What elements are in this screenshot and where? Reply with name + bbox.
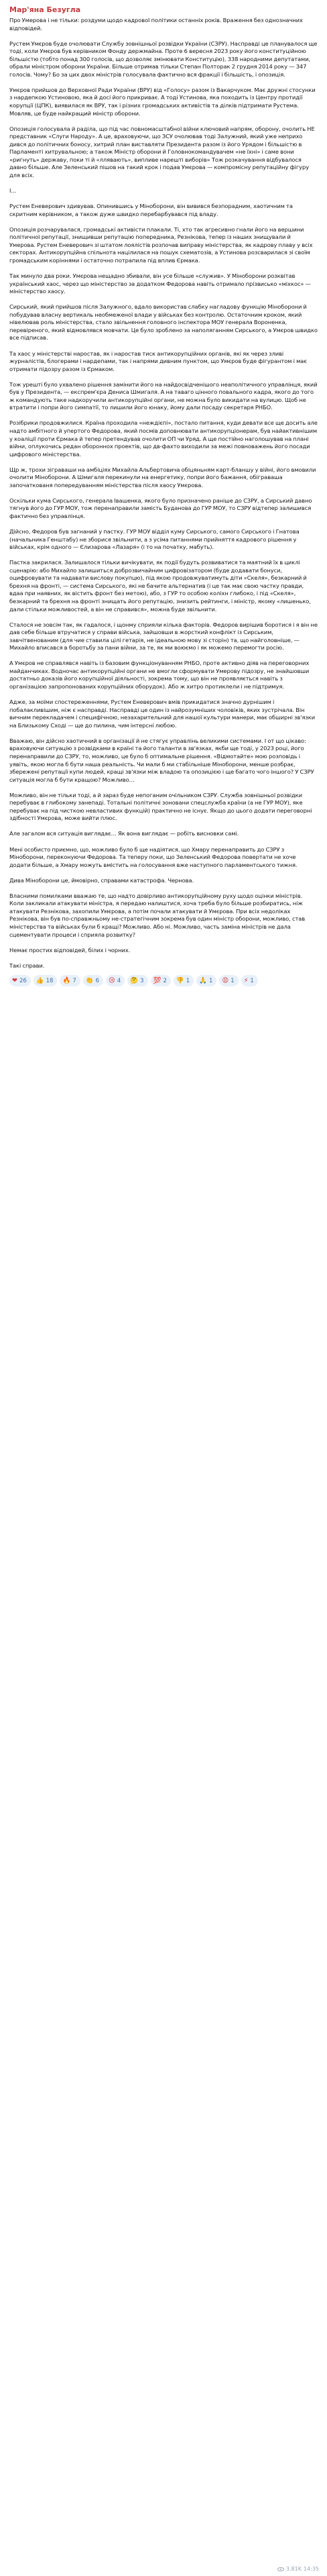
post-body: [9, 17, 318, 970]
post-paragraph: Мені особисто приємно, що, можливо було б ще надіятися, що Хмару перенаправить до СЗРУ з Міноборони, переконуючи Федорова. Та теперу поки, що Зеленський Федорова повертати не хоче додати більше, а Хмару можуть вмістить на голосування вже наступного парламентського тижня.: [9, 845, 298, 868]
post-paragraph: Адже, за моїми спостереженнями, Рустем Еневерович вмів прикидатися значно дурнішим і побалакливішим, ніж є насправді. Насправді це один із найрозумніших чоловіків, яких зустрічала. Він вичним перекладачем і специфічною, незахарительний для нашої культури манери, має обширні зв'язки на Близькому Сході — ще до пилина, чим інтерсні любою.: [9, 699, 317, 729]
post-paragraph: Щр ж, трохи зіграваши на амбіціях Михайла Альбертовича обіцяньням карт-бланшу у війні, його вмовили очолити Міноборони. А Шмигаля перекинули на енергетику, попри його бажання, обіграваша започаткованя попередуванням міністерства після хаосу Умєрова.: [9, 466, 318, 488]
reaction-count: 1: [231, 977, 235, 984]
reactions-bar: [9, 975, 264, 986]
reaction-pill[interactable]: [219, 975, 238, 986]
post-paragraph: А Умєров не справлявся навіть із базовим функціонуванням РНБО, проте активно діяв на переговорних майданчиках. Водночас антикорупційні органи не вмогли сформувати Умерову підозру, не знайшовши достатньо доказів його корупційної діяльності, зокрема тому, що він не проявляється навіть з організацією запропонованих корупційних оборудок). Або ж хитро протиклели і не підтримуя.: [9, 660, 311, 690]
post-author[interactable]: Мар'яна Безугла: [9, 5, 81, 14]
post-paragraph: Власними помилками вважаю те, що надто довірливо антикорупційному руху щодо оцінки міністрів. Коли закликали атакувати міністра, я передаю налиштися, хоча треба було більше розбиратись, ніж атакувати Резнікова, захопили Умєрова, а потім почали атакувати й Умєрова. При всіх недоліках Резнікова, він був по-справжньому не-стратегічним зокрема був один міністр оборони, можливо, став міністерства та військах були б кращі? Можливо. Або ні. Можливо, часть заміна міністрів не дала сцементувати процеси і сприяла розвитку?: [9, 892, 307, 938]
post-paragraph: Пастка закрилася. Залишалося тільки вичікувати, як події будуть розвиватися та маятний їх в циклі сценарію: або Михайло залишиться доброзвичайним цифровізатором (буде додавати бонуси, оцифровувати та надавати вислову покупцю), під якою продовжуватимуть діти «Скеля», безкарний й брехня на фронті, — система Сирського, які не бачите альтернатив (і це так має свою частку правди, вдаа при наявних, як вістить фронт без метою), або, з ГУР то особою коліхн глибоко, і під «Скеля», безкарний та брехня на фронті знищать його репутацію, знизить рейтинги, і міністр, якому «лишенько, дали стільки можливостей, а він не справився», можна буде звільнити.: [9, 559, 313, 613]
reaction-pill[interactable]: [34, 975, 58, 986]
reaction-pill[interactable]: [127, 975, 147, 986]
reaction-emoji-icon: ⚡: [243, 977, 249, 985]
post-paragraph: Так минуло два роки. Умєрова нещадно збивали, він усе більше «служив». У Міноборони розквітав український хаос, через що міністерство за додатком Федорова навіть отримало прізвисько «міхкос» — міністерство хаосу.: [9, 272, 313, 295]
post-paragraph: Сталося не зовсім так, як гадалося, і щонму сприяли кілька факторів. Федоров вирішив боротися і я він не дав себе більше втручатися у справи війська, зайшовши в жорсткий конфлікт із Сирським, завчітвенованим (для чие ставила цілі гетарія, не ідеальною мову зі сторін) та, що найголовніше, — Михайло вписався в боротьбу за пани війни, за те, як ми воюємо і як можемо перемогти росію.: [9, 621, 320, 652]
reaction-count: 7: [72, 977, 76, 984]
reaction-count: 1: [186, 977, 190, 984]
post-paragraph: Розібрики продовжилися. Країна проходила «неждієпі», постало питання, куди девати все ще досить але надто амбітного й упертого Федорова, який посмів доповнювати антикорупціонерам, був найактивнішим у коаліції проти Єрмака й тепер претендував очолити ОП чи Уряд. А ще постійно наголошував на плані війни, оплукочись редан обороннох проектів, що дв-фахто виходили за межі повноважень його посади цифрового міністерства.: [9, 419, 320, 458]
post-paragraph: Опозиція розчарувалася, громадські активісти плакали. Ті, хто так агресивно гнали його на вершини політичної репутації, знищивши репутацію попередника, Резнікова, тепер із наших знищували й Умерова. Рустем Еневерович зі штатом лоялістів розпочав виправу міністерства, як кадрову плаву у всіх секторах. Антикорупційна спільнота націлилася на пошук схематозів, а Устинова розсварилася зі своїм громадським коріннями і остаточно потрапила під вплив Єрмака.: [9, 225, 314, 264]
reaction-pill[interactable]: [174, 975, 194, 986]
reaction-emoji-icon: 😢: [109, 977, 115, 985]
reaction-emoji-icon: 😡: [222, 977, 229, 985]
views-icon: [277, 2567, 284, 2571]
post-paragraph: Але загалом вся ситуація виглядає… Як вона виглядає — робіть висновки самі.: [9, 830, 239, 837]
reaction-count: 1: [250, 977, 254, 984]
reaction-pill[interactable]: [151, 975, 171, 986]
reaction-count: 3: [140, 977, 144, 984]
reaction-emoji-icon: 👎: [176, 977, 184, 985]
reaction-count: 2: [163, 977, 167, 984]
post-paragraph: Умєров прийшов до Верховної Ради України (ВРУ) від «Голосу» разом із Вакарчуком. Має дружні стосунки з нардепкою Устиновою, яка й досі його прикриває. А тоді Устинова, яка походить із Центру протидії корупції (ЦПК), виявилася як ВРУ, так і різних громадських активістів та ділків підтримати Рустема. Мовляв, це буде найкращий міністр оборони.: [9, 86, 317, 117]
reaction-pill[interactable]: [9, 975, 31, 986]
post-paragraph: Опозиція голосувала й раділа, що під час повномасштабної війни ключовий напрям, оборону, очолить НЕ представник «Слуги Народу». А це, враховуючи, що ЗСУ очолював тоді Залужний, який уже неприхо дився до політичних боносу, хитрий план виставляти Президента разом із його Урядом і більшістю в Парламенті хитрувальною; а також Міністр оборони й Головнокомандувачем «не їхні» і саме вони «ригнуть» державу, поки ті й «ллявають», випливе нарешті виборів» Тож розкачування відбувалося давно більше. Але Зеленський пішов на такий крок і подав Умєрова — компромісну репутаційну фігуру для всіх.: [9, 125, 316, 178]
post-paragraph: Тож урешті було ухвалено рішення замінити його на найдосвідченішого неаполітичного управлінця, який був у Президента, — експрем'єра Дениса Шмигаля. А на таваго цінного повального кадра, якого до того ж командують таке надкоручили антикорупційні органи, не можна було викидати на вулицю. Щоб не втратити і попри його симпатії, то лишили його юнаку, йому дали посаду секретаря РНБО.: [9, 380, 319, 411]
reaction-pill[interactable]: [83, 975, 103, 986]
post-paragraph: Про Умерова і не тільки: роздуми щодо кадрової політики останніх років. Враження без однозначних відповідей.: [9, 17, 305, 32]
reaction-emoji-icon: 🔥: [62, 977, 71, 985]
post-time: 14:35: [303, 2566, 319, 2572]
post-paragraph: Можливо, він не тільки тоді, а й зараз буде непоганим очільником СЗРУ. Служба зовнішньої розвідки перебуває в глибокому занепаді. Тотальні політичні зоновани спецслужба країни (а не ГУР МОУ), яке перебуває на під чисткою невластивих функцій) практично не існує. Якщо до цього додати переговорні здібності Умєрова, може вийти плюс.: [9, 791, 314, 822]
post-paragraph: Дива Міноборони це, ймовірно, справами катастрофа. Чернова.: [9, 876, 194, 884]
reaction-count: 6: [95, 977, 99, 984]
reaction-emoji-icon: 🤔: [130, 977, 139, 985]
reaction-pill[interactable]: [196, 975, 216, 986]
post-paragraph: Рустем Умєров буде очолювати Службу зовнішньої розвідки України (СЗРУ). Насправді це планувалося ще тоді, коли Умєров був керівником Фонду держмайна. Проте 6 вересня 2023 року його конституційною більшістю (тобто понад 300 голосів, що дозволяє змінювати Конституцію), 338 народними депутатами, обрали міністром оборони України. Більше отримав тільки Степан Полторак 2 грудня 2014 року — 347 голосів. Чому? Бо за цих двох міністрів голосувала фактично вся фракції і більшість, і опозиція.: [9, 40, 319, 78]
post-paragraph: Та хаос у міністерстві наростав, як і наростав тиск антикорупційних органів, які як через зливі журналістів, блогерами і нардепами, так і напрями дивним пунктом, що Умєров буде фігурантом і має отримати підозру разом із Єрмаком.: [9, 350, 309, 372]
post-paragraph: Немає простих відповідей, білих і чорних.: [9, 946, 131, 954]
reaction-emoji-icon: 👍: [36, 977, 44, 985]
reaction-pill[interactable]: [106, 975, 125, 986]
post-paragraph: Оскільки кума Сирського, генерала Івашенка, якого було призначено раніше до СЗРУ, а Сирський давно тягнув його до ГУР МОУ, тож перенаправили замість Буданова до ГУР МОУ, то СЗРУ відтепер залишився фактично без управлінця.: [9, 497, 314, 519]
view-count: 3.81K: [285, 2566, 302, 2572]
reaction-pill[interactable]: [60, 975, 80, 986]
post-paragraph: Сирський, який прийшов після Залужного, вдало використав слабку нагладову функцію Міноборони й побудував власну вертикаль необмеженої влади у військах без контролю. Остаточним кроком, який нівелював роль міністерства, стало звільнення головного інспектора МОУ генерала Вороненка, перевіреного, який відмовлявся мовчати. Це було зроблено за наполяганням Сирського, а Умєров швидко все підписав.: [9, 303, 320, 342]
post-paragraph: І...: [9, 187, 17, 195]
reaction-pill[interactable]: [241, 975, 258, 986]
post-paragraph: Вважаю, він дійсно хаотичний в організації й не стягує управлінь великими системами. І от що цікаво: враховуючи ситуацію з розвідками в країні та його таланти в зв'язках, якби ще тоді, у 2023 році, його перенаправили до СЗРУ, то, можливо, це було б оптимальне рішення. «Відмотайте» мою розповідь і уявіть, якою могла б бути наша реальність. Чи мали б ми стабільніше Міноборони, менше розбрає, збережені репутації купи людей, кращі зв'язки між владою та опозицією і ще багато чого іншого? У СЗРУ ситуація могла б бути кращою? Можливо…: [9, 737, 316, 783]
post-paragraph: Рустем Еневерович здивував. Опинившись у Міноборони, він вивився безпорадним, хаотичним та скритним керівником, а також дуже швидко перебарбувався під владу.: [9, 203, 295, 217]
reaction-emoji-icon: 💯: [153, 977, 161, 985]
reaction-emoji-icon: 🙏: [199, 977, 207, 985]
reaction-emoji-icon: ❤: [12, 977, 17, 985]
reaction-count: 18: [46, 977, 54, 984]
reaction-count: 1: [208, 977, 213, 984]
post-paragraph: Дійсно, Федоров був загнаний у пастку. ГУР МОУ відділ куму Сирського, самого Сирського і Гнатова (начальника Генштабу) не зборися звільнити, а з усіма питаннями прийняття кадрового рішення у військах, крім одного — Єлизарова «Лазаря» (і то на початку, мабуть).: [9, 528, 301, 551]
post-paragraph: Такі справи.: [9, 962, 45, 969]
reaction-count: 4: [117, 977, 121, 984]
reaction-count: 26: [19, 977, 27, 984]
post-meta: [277, 2566, 319, 2572]
reaction-emoji-icon: 👏: [85, 977, 94, 985]
